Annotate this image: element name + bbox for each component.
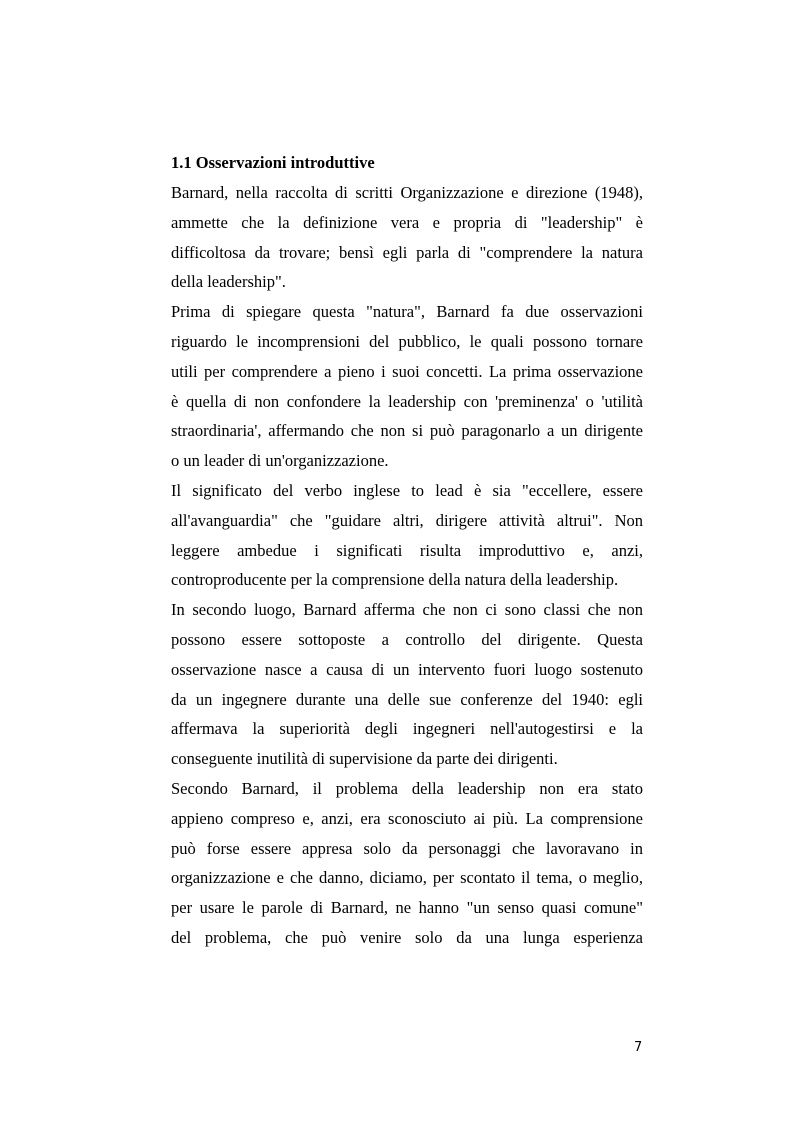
paragraph-line: Il significato del verbo inglese to lead è sia "eccellere, essere: [171, 480, 643, 500]
paragraph-line: organizzazione e che danno, diciamo, per scontato il tema, o meglio,: [171, 868, 643, 888]
paragraph-line: affermava la superiorità degli ingegneri nell'autogestirsi e la: [171, 719, 643, 739]
paragraph-line: riguardo le incomprensioni del pubblico, le quali possono tornare: [171, 331, 643, 351]
paragraph-line: Prima di spiegare questa "natura", Barnard fa due osservazioni: [171, 302, 643, 322]
paragraph-line: utili per comprendere a pieno i suoi concetti. La prima osservazione: [171, 361, 643, 381]
body-paragraph: [171, 595, 643, 774]
body-paragraph: [171, 476, 643, 595]
paragraph-line: appieno compreso e, anzi, era sconosciuto ai più. La comprensione: [171, 808, 643, 828]
paragraph-line: da un ingegnere durante una delle sue conferenze del 1940: egli: [171, 689, 643, 709]
paragraph-line: è quella di non confondere la leadership con 'preminenza' o 'utilità: [171, 391, 643, 411]
paragraph-line: possono essere sottoposte a controllo del dirigente. Questa: [171, 629, 643, 649]
paragraph-line: del problema, che può venire solo da una lunga esperienza: [171, 927, 643, 947]
paragraphs-container: [171, 178, 643, 953]
paragraph-line: In secondo luogo, Barnard afferma che non ci sono classi che non: [171, 600, 643, 620]
paragraph-line: controproducente per la comprensione della natura della leadership.: [171, 570, 619, 590]
body-paragraph: [171, 774, 643, 953]
paragraph-line: all'avanguardia" che "guidare altri, dirigere attività altrui". Non: [171, 510, 643, 530]
paragraph-line: osservazione nasce a causa di un intervento fuori luogo sostenuto: [171, 659, 643, 679]
paragraph-line: Secondo Barnard, il problema della leadership non era stato: [171, 778, 643, 798]
paragraph-line: Barnard, nella raccolta di scritti Organizzazione e direzione (1948),: [171, 183, 643, 202]
paragraph-line: ammette che la definizione vera e propria di "leadership" è: [171, 212, 643, 232]
paragraph-line: per usare le parole di Barnard, ne hanno "un senso quasi comune": [171, 898, 643, 918]
paragraph-line: o un leader di un'organizzazione.: [171, 451, 389, 471]
page-body: [171, 148, 643, 953]
section-heading: 1.1 Osservazioni introduttive: [171, 153, 375, 172]
page-number: 7: [634, 1040, 643, 1055]
paragraph-line: può forse essere appresa solo da personaggi che lavoravano in: [171, 838, 643, 858]
paragraph-line: straordinaria', affermando che non si può paragonarlo a un dirigente: [171, 421, 643, 441]
paragraph-line: conseguente inutilità di supervisione da parte dei dirigenti.: [171, 749, 558, 769]
body-paragraph: [171, 297, 643, 476]
paragraph-line: della leadership".: [171, 272, 286, 292]
paragraph-line: leggere ambedue i significati risulta improduttivo e, anzi,: [171, 540, 643, 560]
body-paragraph: [171, 178, 643, 297]
paragraph-line: difficoltosa da trovare; bensì egli parla di "comprendere la natura: [171, 242, 643, 262]
